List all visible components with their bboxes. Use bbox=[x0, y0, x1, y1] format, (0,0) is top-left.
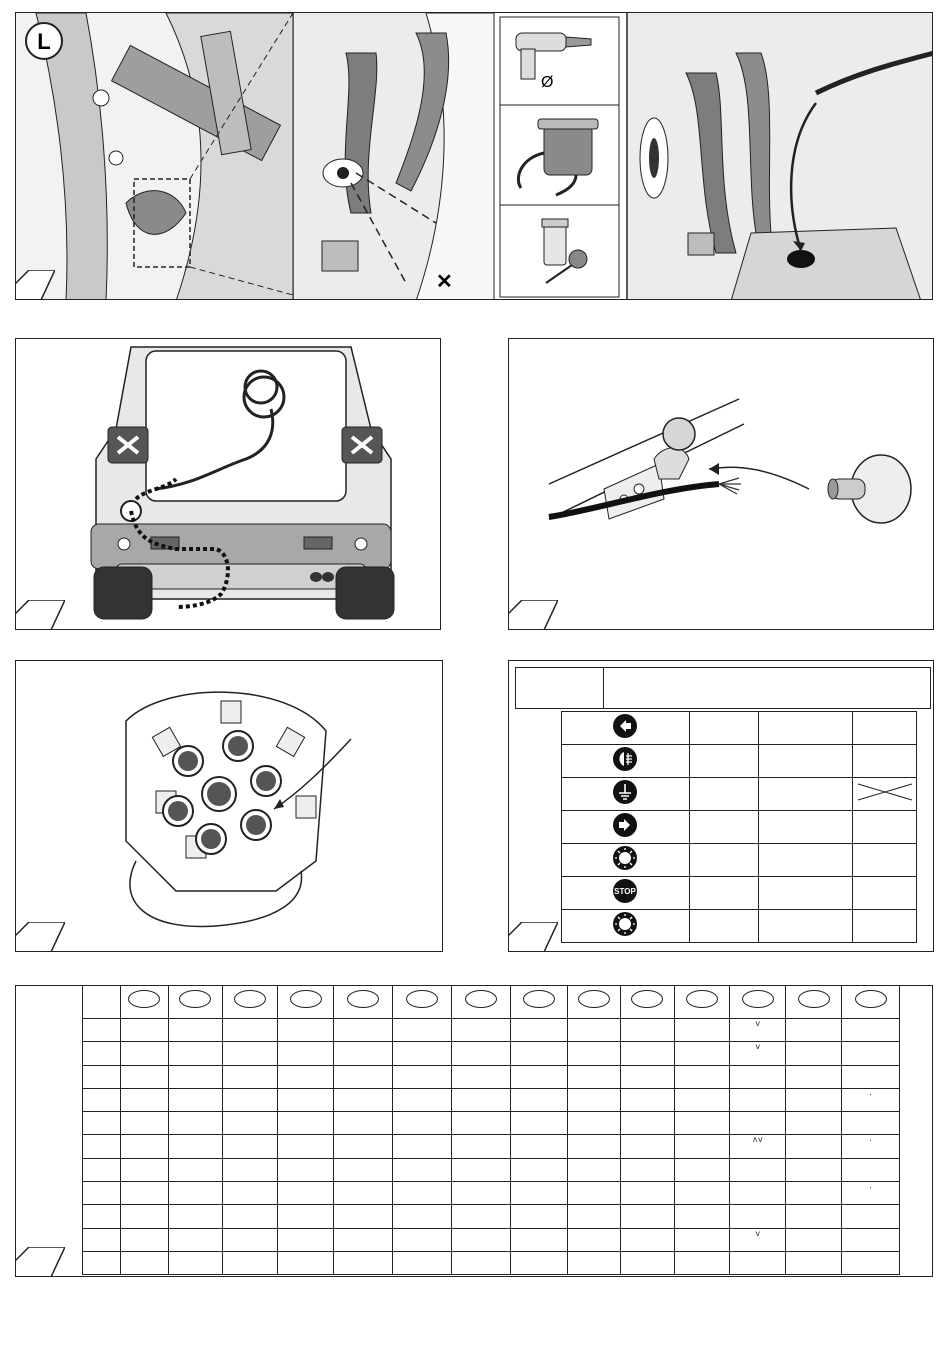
left-tail-light-icon bbox=[612, 911, 638, 937]
svg-text:STOP: STOP bbox=[614, 886, 637, 896]
grid-cell bbox=[83, 1228, 121, 1251]
grid-cell bbox=[730, 1042, 786, 1065]
grid-cell bbox=[451, 1182, 510, 1205]
grid-cell bbox=[222, 1205, 278, 1228]
grid-cell bbox=[510, 1158, 567, 1181]
legend-row bbox=[562, 745, 917, 778]
grid-cell bbox=[620, 1135, 675, 1158]
grid-cell bbox=[730, 1251, 786, 1274]
grid-cell bbox=[786, 1042, 842, 1065]
grid-cell bbox=[842, 1251, 900, 1274]
grid-cell bbox=[510, 1112, 567, 1135]
grid-cell bbox=[730, 1112, 786, 1135]
grid-cell bbox=[222, 1251, 278, 1274]
grid-row bbox=[83, 1251, 900, 1274]
grid-cell bbox=[730, 1088, 786, 1111]
grid-cell bbox=[567, 1065, 620, 1088]
grid-cell bbox=[334, 1182, 393, 1205]
grid-cell bbox=[222, 1065, 278, 1088]
grid-cell bbox=[168, 1228, 222, 1251]
grid-cell bbox=[567, 1228, 620, 1251]
grid-cell bbox=[120, 1205, 168, 1228]
grid-cell bbox=[393, 1228, 452, 1251]
grid-cell bbox=[620, 1019, 675, 1042]
drill-point-mark: ✕ bbox=[436, 271, 453, 293]
socket-pin-panel bbox=[15, 660, 443, 952]
grid-cell bbox=[842, 1088, 900, 1111]
function-legend-panel bbox=[508, 660, 934, 952]
grid-cell bbox=[786, 1112, 842, 1135]
pin-oval bbox=[179, 990, 211, 1008]
left-indicator-icon bbox=[612, 713, 638, 739]
grid-cell bbox=[278, 1205, 334, 1228]
grid-row bbox=[83, 1042, 900, 1065]
right-wheel bbox=[336, 567, 394, 619]
grid-cell bbox=[620, 1251, 675, 1274]
grid-cell bbox=[730, 1065, 786, 1088]
grid-row bbox=[83, 1065, 900, 1088]
grid-cell bbox=[842, 1205, 900, 1228]
grid-cell bbox=[510, 1251, 567, 1274]
grid-cell bbox=[168, 1205, 222, 1228]
grid-cell bbox=[675, 1088, 730, 1111]
grid-cell bbox=[451, 1205, 510, 1228]
grid-cell bbox=[510, 1042, 567, 1065]
grid-cell bbox=[393, 1042, 452, 1065]
ground-icon bbox=[612, 779, 638, 805]
grid-cell bbox=[222, 1019, 278, 1042]
pin-oval bbox=[290, 990, 322, 1008]
grid-cell bbox=[786, 1251, 842, 1274]
grid-cell bbox=[451, 1019, 510, 1042]
grid-cell bbox=[393, 1065, 452, 1088]
stop-light-icon bbox=[611, 878, 639, 904]
grid-cell bbox=[83, 1042, 121, 1065]
car-rear-view-drawing bbox=[16, 339, 441, 630]
right-indicator-icon bbox=[612, 812, 638, 838]
grid-cell bbox=[675, 1135, 730, 1158]
grid-cell bbox=[120, 1158, 168, 1181]
grid-cell bbox=[451, 1135, 510, 1158]
page-corner-tab bbox=[15, 600, 65, 630]
grid-cell bbox=[620, 1205, 675, 1228]
grid-cell bbox=[120, 1019, 168, 1042]
grid-mark: ˅ bbox=[755, 1228, 761, 1239]
grid-cell bbox=[83, 1251, 121, 1274]
vacuum-cleaner-icon bbox=[518, 119, 598, 195]
grid-cell bbox=[120, 1065, 168, 1088]
grid-cell bbox=[510, 1182, 567, 1205]
grid-cell bbox=[278, 1158, 334, 1181]
grid-cell bbox=[278, 1135, 334, 1158]
grid-cell bbox=[620, 1088, 675, 1111]
grid-cell bbox=[334, 1135, 393, 1158]
grid-cell bbox=[222, 1158, 278, 1181]
grid-cell bbox=[120, 1088, 168, 1111]
grid-cell bbox=[120, 1251, 168, 1274]
grid-cell bbox=[120, 1228, 168, 1251]
grid-cell bbox=[222, 1182, 278, 1205]
grid-row bbox=[83, 1088, 900, 1111]
open-trunk-area bbox=[146, 351, 346, 501]
grid-cell bbox=[730, 1135, 786, 1158]
wiring-grid-panel bbox=[15, 985, 933, 1277]
grid-cell bbox=[675, 1158, 730, 1181]
grid-cell bbox=[393, 1135, 452, 1158]
grid-mark: · bbox=[869, 1088, 872, 1099]
grid-cell bbox=[675, 1042, 730, 1065]
grid-cell bbox=[393, 1112, 452, 1135]
grid-cell bbox=[786, 1065, 842, 1088]
grid-cell bbox=[278, 1019, 334, 1042]
grid-cell bbox=[675, 1182, 730, 1205]
grid-cell bbox=[842, 1135, 900, 1158]
drill-icon bbox=[516, 33, 591, 79]
grid-cell bbox=[393, 1019, 452, 1042]
grid-cell bbox=[567, 1042, 620, 1065]
grid-cell bbox=[620, 1182, 675, 1205]
grid-cell bbox=[120, 1182, 168, 1205]
step-l-illustration bbox=[16, 13, 933, 300]
right-tail-light-icon bbox=[612, 845, 638, 871]
pin-oval bbox=[523, 990, 555, 1008]
grid-cell bbox=[83, 1065, 121, 1088]
page-corner-tab bbox=[508, 922, 558, 952]
grid-cell bbox=[278, 1228, 334, 1251]
page-corner-tab bbox=[508, 600, 558, 630]
grid-cell bbox=[168, 1158, 222, 1181]
page-corner-tab bbox=[15, 1247, 65, 1277]
grid-cell bbox=[786, 1135, 842, 1158]
grid-cell bbox=[842, 1228, 900, 1251]
grid-cell bbox=[675, 1019, 730, 1042]
grid-cell bbox=[451, 1158, 510, 1181]
grid-cell bbox=[786, 1158, 842, 1181]
legend-row bbox=[562, 910, 917, 943]
grid-cell bbox=[83, 1088, 121, 1111]
grid-cell bbox=[567, 1251, 620, 1274]
grid-cell bbox=[567, 1019, 620, 1042]
grid-cell bbox=[83, 1019, 121, 1042]
grid-cell bbox=[675, 1112, 730, 1135]
grid-cell bbox=[168, 1019, 222, 1042]
grid-cell bbox=[83, 1112, 121, 1135]
grid-cell bbox=[567, 1135, 620, 1158]
wiring-grid-table bbox=[82, 986, 900, 1275]
grid-row bbox=[83, 1112, 900, 1135]
legend-row bbox=[562, 778, 917, 811]
step-l-panel bbox=[15, 12, 933, 300]
grid-mark: · bbox=[869, 1182, 872, 1193]
grid-row bbox=[83, 1228, 900, 1251]
grid-cell bbox=[675, 1065, 730, 1088]
left-wheel bbox=[94, 567, 152, 619]
grid-cell bbox=[168, 1251, 222, 1274]
legend-row bbox=[562, 712, 917, 745]
pin-oval bbox=[347, 990, 379, 1008]
pin-oval bbox=[234, 990, 266, 1008]
pin-oval bbox=[631, 990, 663, 1008]
grid-cell bbox=[451, 1228, 510, 1251]
grid-cell bbox=[730, 1205, 786, 1228]
grid-cell bbox=[730, 1158, 786, 1181]
grid-cell bbox=[168, 1135, 222, 1158]
grid-cell bbox=[168, 1042, 222, 1065]
grid-cell bbox=[730, 1228, 786, 1251]
grid-cell bbox=[510, 1019, 567, 1042]
grid-row bbox=[83, 1205, 900, 1228]
grid-cell bbox=[786, 1228, 842, 1251]
grid-cell bbox=[168, 1182, 222, 1205]
legend-row bbox=[562, 811, 917, 844]
socket-mount-panel bbox=[508, 338, 934, 630]
grid-cell bbox=[675, 1228, 730, 1251]
grid-cell bbox=[393, 1205, 452, 1228]
grid-cell bbox=[334, 1088, 393, 1111]
grid-cell bbox=[278, 1065, 334, 1088]
grid-cell bbox=[510, 1065, 567, 1088]
grid-cell bbox=[675, 1205, 730, 1228]
grid-cell bbox=[334, 1228, 393, 1251]
pin-oval bbox=[465, 990, 497, 1008]
grid-cell bbox=[451, 1251, 510, 1274]
grid-cell bbox=[620, 1112, 675, 1135]
grid-cell bbox=[278, 1251, 334, 1274]
grid-cell bbox=[567, 1112, 620, 1135]
grid-cell bbox=[786, 1088, 842, 1111]
grid-cell bbox=[393, 1158, 452, 1181]
grid-cell bbox=[168, 1088, 222, 1111]
pin-oval bbox=[742, 990, 774, 1008]
grid-cell bbox=[567, 1158, 620, 1181]
grid-cell bbox=[510, 1088, 567, 1111]
grid-cell bbox=[620, 1042, 675, 1065]
grid-cell bbox=[278, 1112, 334, 1135]
legend-header bbox=[515, 667, 931, 709]
grid-cell bbox=[334, 1019, 393, 1042]
pin-oval bbox=[406, 990, 438, 1008]
not-used-cross bbox=[856, 782, 914, 802]
grid-cell bbox=[510, 1228, 567, 1251]
grid-cell bbox=[83, 1135, 121, 1158]
legend-table bbox=[561, 711, 917, 943]
grid-cell bbox=[83, 1205, 121, 1228]
grid-cell bbox=[451, 1042, 510, 1065]
grid-cell bbox=[451, 1088, 510, 1111]
grid-cell bbox=[334, 1112, 393, 1135]
socket-mount-drawing bbox=[509, 339, 934, 630]
grid-cell bbox=[842, 1065, 900, 1088]
grid-cell bbox=[730, 1182, 786, 1205]
grid-cell bbox=[168, 1112, 222, 1135]
car-rear-panel bbox=[15, 338, 441, 630]
page-corner-tab bbox=[15, 270, 55, 300]
grid-cell bbox=[393, 1251, 452, 1274]
grid-cell bbox=[510, 1135, 567, 1158]
legend-row bbox=[562, 844, 917, 877]
grid-cell bbox=[786, 1182, 842, 1205]
grid-cell bbox=[120, 1042, 168, 1065]
grid-header-row bbox=[83, 986, 900, 1019]
pin-oval bbox=[686, 990, 718, 1008]
grid-cell bbox=[334, 1158, 393, 1181]
grid-cell bbox=[451, 1112, 510, 1135]
protective-paint-icon bbox=[542, 219, 587, 283]
zoomed-harness-drawing bbox=[294, 13, 494, 300]
grid-cell bbox=[278, 1088, 334, 1111]
grid-cell bbox=[334, 1251, 393, 1274]
grid-mark: · bbox=[869, 1135, 872, 1146]
grid-cell bbox=[842, 1042, 900, 1065]
grid-cell bbox=[786, 1019, 842, 1042]
pin-oval bbox=[855, 990, 887, 1008]
pin-oval bbox=[578, 990, 610, 1008]
grid-cell bbox=[278, 1182, 334, 1205]
grid-cell bbox=[620, 1065, 675, 1088]
grid-cell bbox=[334, 1042, 393, 1065]
drill-diameter-symbol: Ø bbox=[541, 74, 554, 91]
grid-mark: ˅ bbox=[755, 1042, 761, 1053]
grid-cell bbox=[730, 1019, 786, 1042]
grid-cell bbox=[567, 1182, 620, 1205]
grid-cell bbox=[842, 1019, 900, 1042]
grid-cell bbox=[393, 1088, 452, 1111]
tow-ball bbox=[663, 418, 695, 450]
grid-cell bbox=[83, 1158, 121, 1181]
grid-cell bbox=[786, 1205, 842, 1228]
grid-cell bbox=[334, 1205, 393, 1228]
grid-cell bbox=[842, 1182, 900, 1205]
grid-cell bbox=[842, 1158, 900, 1181]
step-label: L bbox=[37, 29, 51, 54]
grid-cell bbox=[120, 1135, 168, 1158]
grid-cell bbox=[278, 1042, 334, 1065]
rear-fog-light-icon bbox=[612, 746, 638, 772]
grid-row bbox=[83, 1182, 900, 1205]
pin-oval bbox=[798, 990, 830, 1008]
socket-pin-drawing bbox=[16, 661, 443, 952]
grid-mark: ˅ bbox=[755, 1019, 761, 1029]
grid-cell bbox=[222, 1042, 278, 1065]
grid-cell bbox=[168, 1065, 222, 1088]
grid-cell bbox=[510, 1205, 567, 1228]
pin-oval bbox=[128, 990, 160, 1008]
legend-row bbox=[562, 877, 917, 910]
interior-body-drawing bbox=[16, 13, 293, 300]
grid-cell bbox=[120, 1112, 168, 1135]
grid-cell bbox=[620, 1228, 675, 1251]
grid-cell bbox=[222, 1112, 278, 1135]
grid-cell bbox=[842, 1112, 900, 1135]
grid-cell bbox=[222, 1088, 278, 1111]
grid-row bbox=[83, 1135, 900, 1158]
grid-mark: ˄˅ bbox=[752, 1135, 763, 1146]
grid-cell bbox=[334, 1065, 393, 1088]
grid-cell bbox=[567, 1205, 620, 1228]
grid-cell bbox=[620, 1158, 675, 1181]
grid-cell bbox=[675, 1251, 730, 1274]
cable-through-hole-drawing bbox=[628, 13, 933, 300]
grid-cell bbox=[451, 1065, 510, 1088]
grid-row bbox=[83, 1158, 900, 1181]
page-corner-tab bbox=[15, 922, 65, 952]
grid-cell bbox=[393, 1182, 452, 1205]
grid-cell bbox=[83, 1182, 121, 1205]
grid-cell bbox=[222, 1135, 278, 1158]
grid-cell bbox=[567, 1088, 620, 1111]
grid-cell bbox=[222, 1228, 278, 1251]
grid-row bbox=[83, 1019, 900, 1042]
